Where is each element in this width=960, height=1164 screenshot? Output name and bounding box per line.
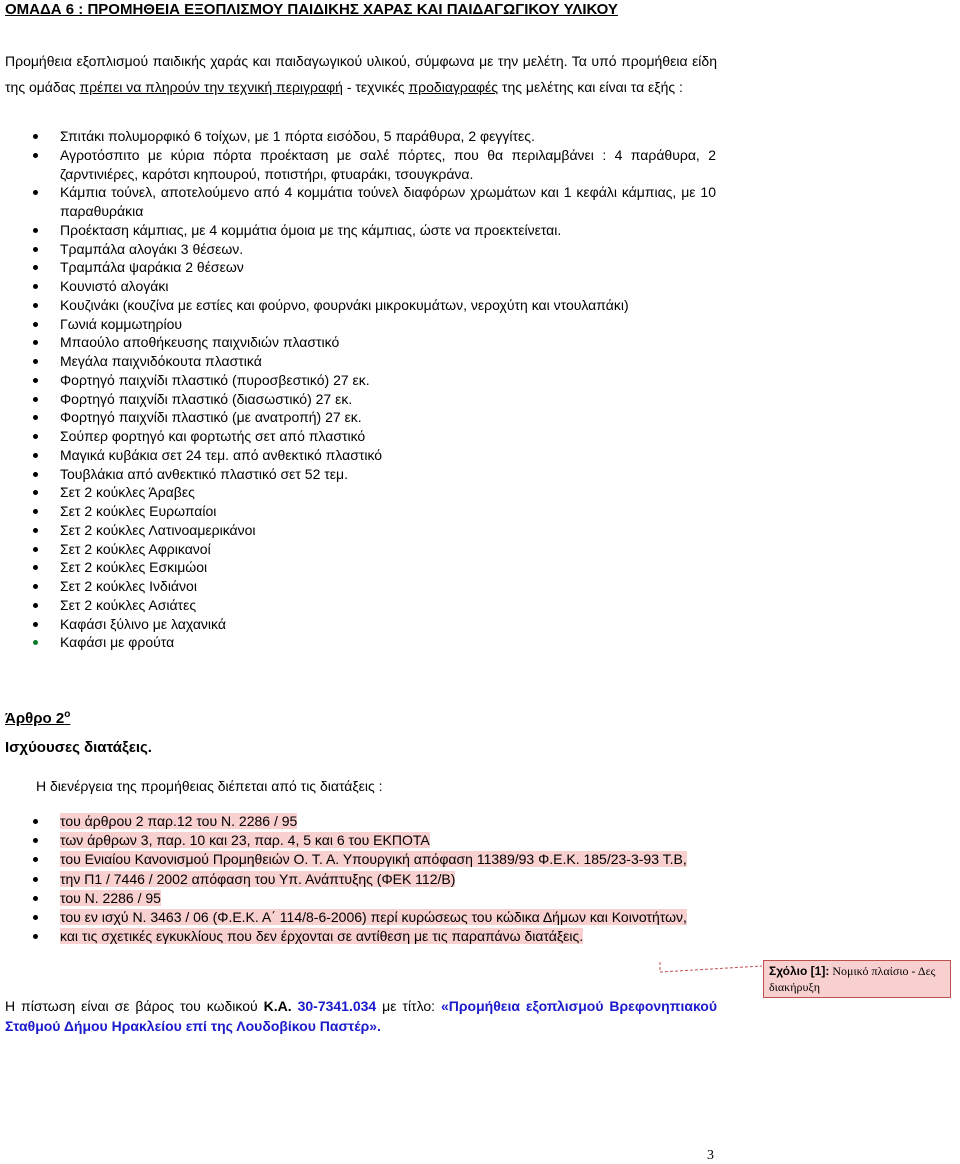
list-item: Φορτηγό παιχνίδι πλαστικό (πυροσβεστικό) 27 εκ. [4,371,716,390]
budget-code-value: 30-7341.034 [297,998,377,1014]
list-item: Μεγάλα παιχνιδόκουτα πλαστικά [4,352,716,371]
comment-balloon[interactable] [763,960,951,998]
budget-paragraph [5,996,717,1036]
provision-text: των άρθρων 3, παρ. 10 και 23, παρ. 4, 5 και 6 του ΕΚΠΟΤΑ [60,832,430,849]
list-item: Καφάσι με φρούτα [4,633,716,652]
provision-text: του εν ισχύ Ν. 3463 / 06 (Φ.Ε.Κ. Α΄ 114/8-6-2006) περί κυρώσεως του κώδικα Δήμων και Κοινοτήτων, [60,909,687,926]
list-item: Σπιτάκι πολυμορφικό 6 τοίχων, με 1 πόρτα εισόδου, 5 παράθυρα, 2 φεγγίτες. [4,127,716,146]
item-list [4,127,716,652]
list-item: Σετ 2 κούκλες Ευρωπαίοι [4,502,716,521]
list-item: Μαγικά κυβάκια σετ 24 τεμ. από ανθεκτικό πλαστικό [4,446,716,465]
list-item: Κουζινάκι (κουζίνα με εστίες και φούρνο, φουρνάκι μικροκυμάτων, νεροχύτη και ντουλαπάκι) [4,296,716,315]
intro-text-2: - τεχνικές [342,79,409,95]
list-item: Σετ 2 κούκλες Εσκιμώοι [4,558,716,577]
list-item: Καφάσι ξύλινο με λαχανικά [4,615,716,634]
provision-item [4,927,716,946]
article-heading [5,703,70,731]
provision-item [4,870,716,889]
provisions-heading: Ισχύουσες διατάξεις. [5,739,152,756]
intro-underlined-1: πρέπει να πληρούν την τεχνική περιγραφή [79,79,343,95]
list-item: Σετ 2 κούκλες Άραβες [4,483,716,502]
intro-underlined-2: προδιαγραφές [408,79,499,95]
list-item: Φορτηγό παιχνίδι πλαστικό (διασωστικό) 27 εκ. [4,390,716,409]
provision-text: του άρθρου 2 παρ.12 του Ν. 2286 / 95 [60,813,298,829]
list-item: Κουνιστό αλογάκι [4,277,716,296]
list-item: Τραμπάλα αλογάκι 3 θέσεων. [4,240,716,259]
budget-text-1: Η πίστωση είναι σε βάρος του κωδικού [5,998,264,1014]
provision-item [4,812,716,831]
provision-item [4,850,716,869]
comment-label: Σχόλιο [1]: [769,964,830,978]
intro-text-3: της μελέτης και είναι τα εξής : [498,79,683,95]
list-item: Σετ 2 κούκλες Ασιάτες [4,596,716,615]
provisions-intro: Η διενέργεια της προμήθειας διέπεται από τις διατάξεις : [36,778,383,794]
provision-text: του Ενιαίου Κανονισμού Προμηθειών Ο. Τ. Α. Υπουργική απόφαση 11389/93 Φ.Ε.Κ. 185/23-3-93 Τ.Β, [60,851,687,868]
list-item: Σούπερ φορτηγό και φορτωτής σετ από πλαστικό [4,427,716,446]
budget-code-label: Κ.Α. [263,998,292,1014]
list-item: Σετ 2 κούκλες Λατινοαμερικάνοι [4,521,716,540]
list-item: Κάμπια τούνελ, αποτελούμενο από 4 κομμάτια τούνελ διαφόρων χρωμάτων και 1 κεφάλι κάμπιας, με 10 παραθυράκια [4,183,716,221]
provision-item [4,889,716,908]
page-number: 3 [707,1148,714,1163]
article-label: Άρθρο 2 [5,710,65,727]
list-item: Μπαούλο αποθήκευσης παιχνιδιών πλαστικό [4,333,716,352]
list-item: Φορτηγό παιχνίδι πλαστικό (με ανατροπή) 27 εκ. [4,408,716,427]
provision-text: και τις σχετικές εγκυκλίους που δεν έρχονται σε αντίθεση με τις παραπάνω διατάξεις. [60,928,584,945]
provision-text: του Ν. 2286 / 95 [60,889,161,906]
budget-title: «Προμήθεια εξοπλισμού Βρεφονηπιακού Σταθμού Δήμου Ηρακλείου επί της Λουδοβίκου Παστέρ». [5,998,717,1034]
list-item: Τραμπάλα ψαράκια 2 θέσεων [4,258,716,277]
budget-text-2: με τίτλο: [376,998,441,1014]
list-item: Γωνιά κομμωτηρίου [4,315,716,334]
list-item: Τουβλάκια από ανθεκτικό πλαστικό σετ 52 τεμ. [4,465,716,484]
provision-item [4,831,716,850]
intro-paragraph [5,48,717,100]
provision-item [4,908,716,927]
comment-text: Νομικό πλαίσιο - Δες διακήρυξη [769,964,936,994]
list-item: Αγροτόσπιτο με κύρια πόρτα προέκταση με σαλέ πόρτες, που θα περιλαμβάνει : 4 παράθυρα, 2 ζαρντινιέρες, καρότσι κηπουρού, ποτιστήρι, φτυαράκι, τσουγκράνα. [4,146,716,184]
provisions-list [4,812,716,946]
provision-text: την Π1 / 7446 / 2002 απόφαση του Υπ. Ανάπτυξης (ΦΕΚ 112/Β) [60,870,456,887]
list-item: Σετ 2 κούκλες Ινδιάνοι [4,577,716,596]
list-item: Προέκταση κάμπιας, με 4 κομμάτια όμοια με της κάμπιας, ώστε να προεκτείνεται. [4,221,716,240]
intro-text-1: Προμήθεια εξοπλισμού παιδικής χαράς και παιδαγωγικού υλικού, σύμφωνα με την μελέτη. Τα υπό προμήθεια είδη της ομάδας [5,53,717,95]
article-superscript: ο [64,709,71,720]
comment-connector-line [658,960,764,974]
list-item: Σετ 2 κούκλες Αφρικανοί [4,540,716,559]
group-title: ΟΜΑΔΑ 6 : ΠΡΟΜΗΘΕΙΑ ΕΞΟΠΛΙΣΜΟΥ ΠΑΙΔΙΚΗΣ ΧΑΡΑΣ ΚΑΙ ΠΑΙΔΑΓΩΓΙΚΟΥ ΥΛΙΚΟΥ [5,1,618,18]
